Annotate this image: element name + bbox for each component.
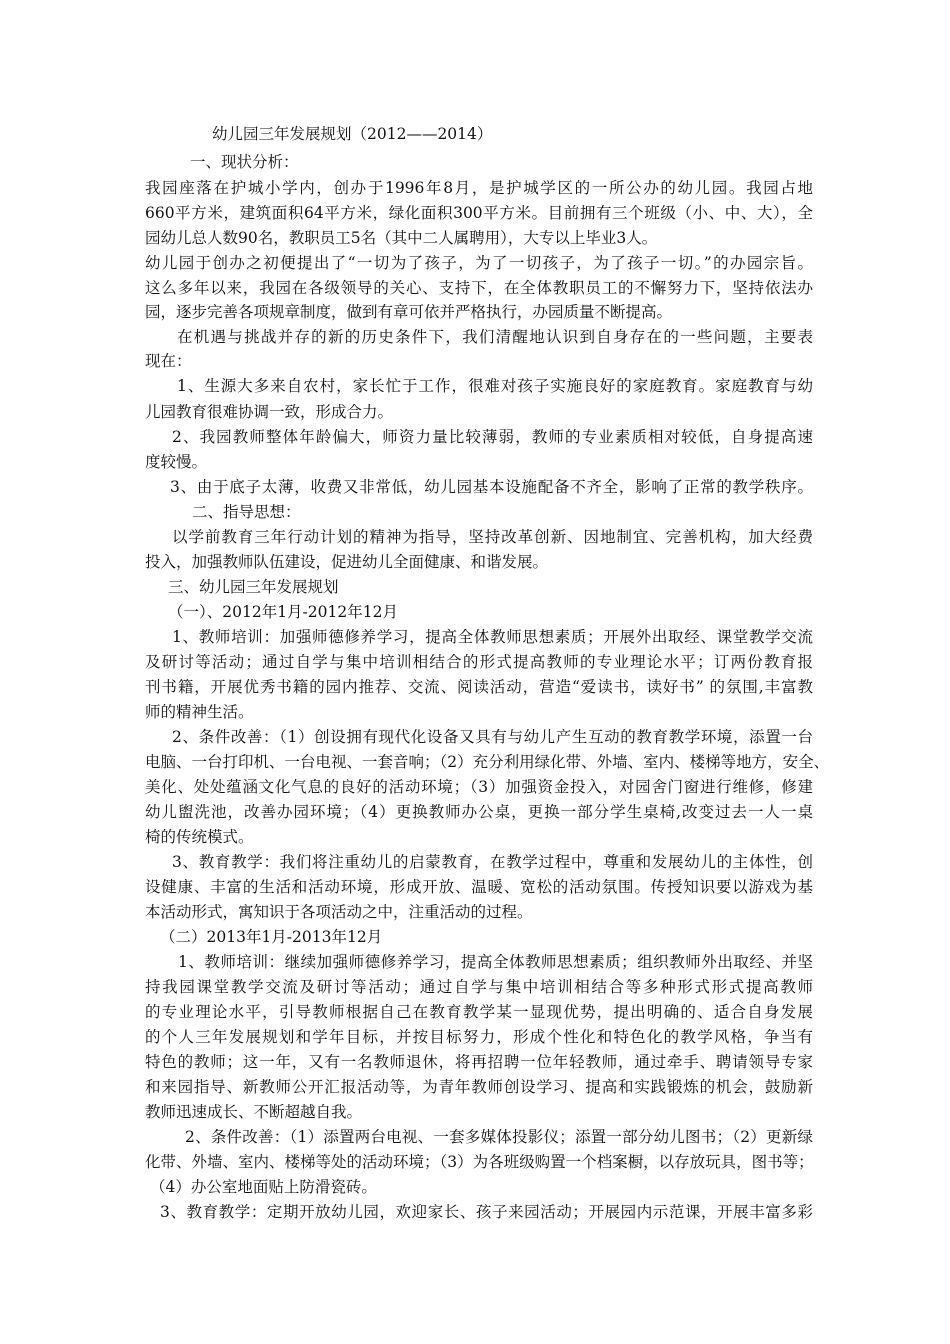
paragraph-line: 持我园课堂教学交流及研讨等活动；通过自学与集中培训相结合等多种形式形式提高教师	[145, 978, 813, 996]
paragraph-line: 的个人三年发展规划和学年目标，并按目标努力，形成个性化和特色化的教学风格，争当有	[145, 1028, 813, 1046]
paragraph-line: 化带、外墙、室内、楼梯等处的活动环境；（3）为各班级购置一个档案橱，以存放玩具，图书等；	[145, 1153, 814, 1171]
paragraph-line: 及研讨等活动；通过自学与集中培训相结合的形式提高教师的专业理论水平；订两份教育报	[145, 653, 813, 671]
paragraph-line: 椅的传统模式。	[145, 828, 254, 846]
paragraph-line: （4）办公室地面贴上防滑瓷砖。	[150, 1178, 377, 1196]
sub-heading: （一）、2012年1月-2012年12月	[168, 603, 398, 621]
paragraph-line: 3、教育教学：我们将注重幼儿的启蒙教育，在教学过程中，尊重和发展幼儿的主体性，创	[172, 853, 813, 871]
paragraph-line: 美化、处处蕴涵文化气息的良好的活动环境；（3）加强资金投入，对园舍门窗进行维修，修建	[145, 778, 813, 796]
section-heading: 一、现状分析：	[190, 153, 299, 171]
paragraph-line: 幼儿盥洗池，改善办园环境；（4）更换教师办公桌，更换一部分学生桌椅,改变过去一人一桌	[145, 803, 813, 821]
sub-heading: （二）2013年1月-2013年12月	[160, 928, 383, 946]
paragraph-line: 2、条件改善：（1）添置两台电视、一套多媒体投影仪；添置一部分幼儿图书；（2）更新绿	[185, 1128, 813, 1146]
paragraph-line: 刊书籍，开展优秀书籍的园内推荐、交流、阅读活动，营造“爱读书，读好书” 的氛围,丰富教	[145, 678, 813, 696]
paragraph-line: 以学前教育三年行动计划的精神为指导，坚持改革创新、因地制宜、完善机构，加大经费	[172, 528, 813, 546]
paragraph-line: 园幼儿总人数90名，教职员工5名（其中二人属聘用），大专以上毕业3人。	[145, 229, 658, 247]
paragraph-line: 设健康、丰富的生活和活动环境，形成开放、温暖、宽松的活动氛围。传授知识要以游戏为基	[145, 878, 813, 896]
paragraph-line: 3、教育教学：定期开放幼儿园，欢迎家长、孩子来园活动；开展园内示范课，开展丰富多彩	[160, 1203, 813, 1221]
paragraph-line: 特色的教师；这一年，又有一名教师退休，将再招聘一位年轻教师，通过牵手、聘请领导专家	[145, 1053, 813, 1071]
section-heading: 三、幼儿园三年发展规划	[168, 578, 339, 596]
paragraph-line: 现在：	[145, 352, 192, 370]
paragraph-line: 教师迅速成长、不断超越自我。	[145, 1103, 363, 1121]
paragraph-line: 在机遇与挑战并存的新的历史条件下，我们清醒地认识到自身存在的一些问题，主要表	[177, 328, 813, 346]
paragraph-line: 660平方米，建筑面积64平方米，绿化面积300平方米。目前拥有三个班级（小、中、大），全	[145, 204, 813, 222]
paragraph-line: 2、条件改善：（1）创设拥有现代化设备又具有与幼儿产生互动的教育教学环境，添置一台	[172, 728, 813, 746]
paragraph-line: 2、我园教师整体年龄偏大，师资力量比较薄弱，教师的专业素质相对较低，自身提高速	[172, 428, 813, 446]
paragraph-line: 和来园指导、新教师公开汇报活动等，为青年教师创设学习、提高和实践锻炼的机会，鼓励新	[145, 1078, 813, 1096]
paragraph-line: 儿园教育很难协调一致，形成合力。	[145, 403, 394, 421]
paragraph-line: 本活动形式，寓知识于各项活动之中，注重活动的过程。	[145, 903, 533, 921]
paragraph-line: 电脑、一台打印机、一台电视、一套音响；（2）充分利用绿化带、外墙、室内、楼梯等地方，安全、	[145, 753, 830, 771]
paragraph-line: 1、生源大多来自农村，家长忙于工作，很难对孩子实施良好的家庭教育。家庭教育与幼	[177, 377, 813, 395]
document-title: 幼儿园三年发展规划（2012——2014）	[212, 125, 493, 143]
paragraph-line: 的专业理论水平，引导教师根据自己在教育教学某一显现优势，提出明确的、适合自身发展	[145, 1003, 813, 1021]
paragraph-line: 我园座落在护城小学内，创办于1996年8月，是护城学区的一所公办的幼儿园。我园占地	[145, 179, 813, 197]
paragraph-line: 园，逐步完善各项规章制度，做到有章可依并严格执行，办园质量不断提高。	[145, 303, 673, 321]
paragraph-line: 1、教师培训：加强师德修养学习，提高全体教师思想素质；开展外出取经、课堂教学交流	[172, 628, 813, 646]
paragraph-line: 1、教师培训：继续加强师德修养学习，提高全体教师思想素质；组织教师外出取经、并坚	[178, 953, 813, 971]
paragraph-line: 这么多年以来，我园在各级领导的关心、支持下，在全体教职员工的不懈努力下，坚持依法办	[145, 279, 813, 297]
paragraph-line: 投入，加强教师队伍建设，促进幼儿全面健康、和谐发展。	[145, 553, 549, 571]
paragraph-line: 幼儿园于创办之初便提出了“一切为了孩子，为了一切孩子，为了孩子一切。”的办园宗旨。	[145, 254, 813, 272]
section-heading: 二、指导思想：	[192, 503, 301, 521]
paragraph-line: 度较慢。	[145, 453, 208, 471]
paragraph-line: 师的精神生活。	[145, 703, 254, 721]
paragraph-line: 3、由于底子太薄，收费又非常低，幼儿园基本设施配备不齐全，影响了正常的教学秩序。	[170, 478, 813, 496]
